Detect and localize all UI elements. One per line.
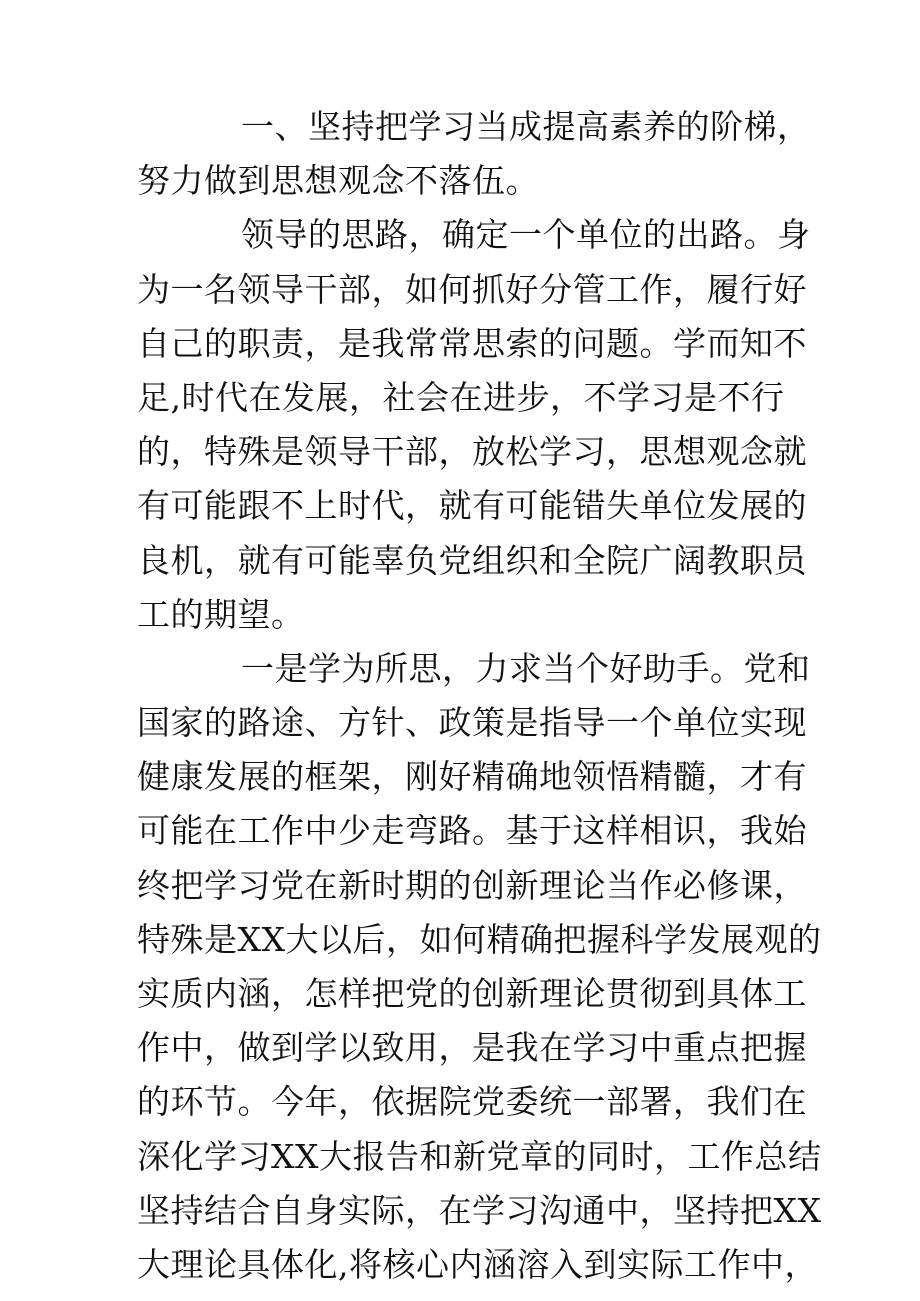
paragraph-line: 一是学为所思，力求当个好助手。党和 — [241, 648, 811, 688]
paragraph-line: 可能在工作中少走弯路。基于这样相识，我始 — [137, 811, 807, 851]
paragraph-line: 的环节。今年，依据院党委统一部署，我们在 — [137, 1082, 807, 1122]
paragraph-line: 工的期望。 — [137, 594, 305, 634]
heading-line-1: 一、坚持把学习当成提高素养的阶梯， — [241, 107, 811, 146]
heading-line-2: 努力做到思想观念不落伍。 — [137, 161, 539, 201]
paragraph-line: 坚持结合自身实际，在学习沟通中，坚持把XX — [137, 1190, 822, 1230]
paragraph-line: 终把学习党在新时期的创新理论当作必修课， — [137, 865, 807, 905]
paragraph-line: 领导的思路，确定一个单位的出路。身 — [241, 215, 811, 255]
paragraph-line: 良机，就有可能辜负党组织和全院广阔教职员 — [137, 540, 807, 580]
paragraph-line: 自己的职责，是我常常思索的问题。学而知不 — [137, 323, 807, 363]
paragraph-line: 作中，做到学以致用，是我在学习中重点把握 — [137, 1028, 807, 1068]
paragraph-line: 特殊是XX大以后，如何精确把握科学发展观的 — [137, 919, 822, 959]
paragraph-line: 大理论具体化,将核心内涵溶入到实际工作中， — [137, 1244, 818, 1284]
paragraph-line: 为一名领导干部，如何抓好分管工作，履行好 — [137, 269, 807, 309]
paragraph-line: 足,时代在发展，社会在进步，不学习是不行 — [137, 377, 785, 417]
paragraph-line: 的，特殊是领导干部，放松学习，思想观念就 — [137, 432, 807, 472]
paragraph-line: 实质内涵，怎样把党的创新理论贯彻到具体工 — [137, 974, 807, 1013]
document-body — [137, 100, 822, 1292]
paragraph-line: 国家的路途、方针、政策是指导一个单位实现 — [137, 703, 807, 743]
paragraph-line: 有可能跟不上时代，就有可能错失单位发展的 — [137, 486, 807, 526]
paragraph-line: 深化学习XX大报告和新党章的同时，工作总结 — [137, 1136, 822, 1176]
paragraph-line: 健康发展的框架，刚好精确地领悟精髓，才有 — [137, 757, 807, 797]
